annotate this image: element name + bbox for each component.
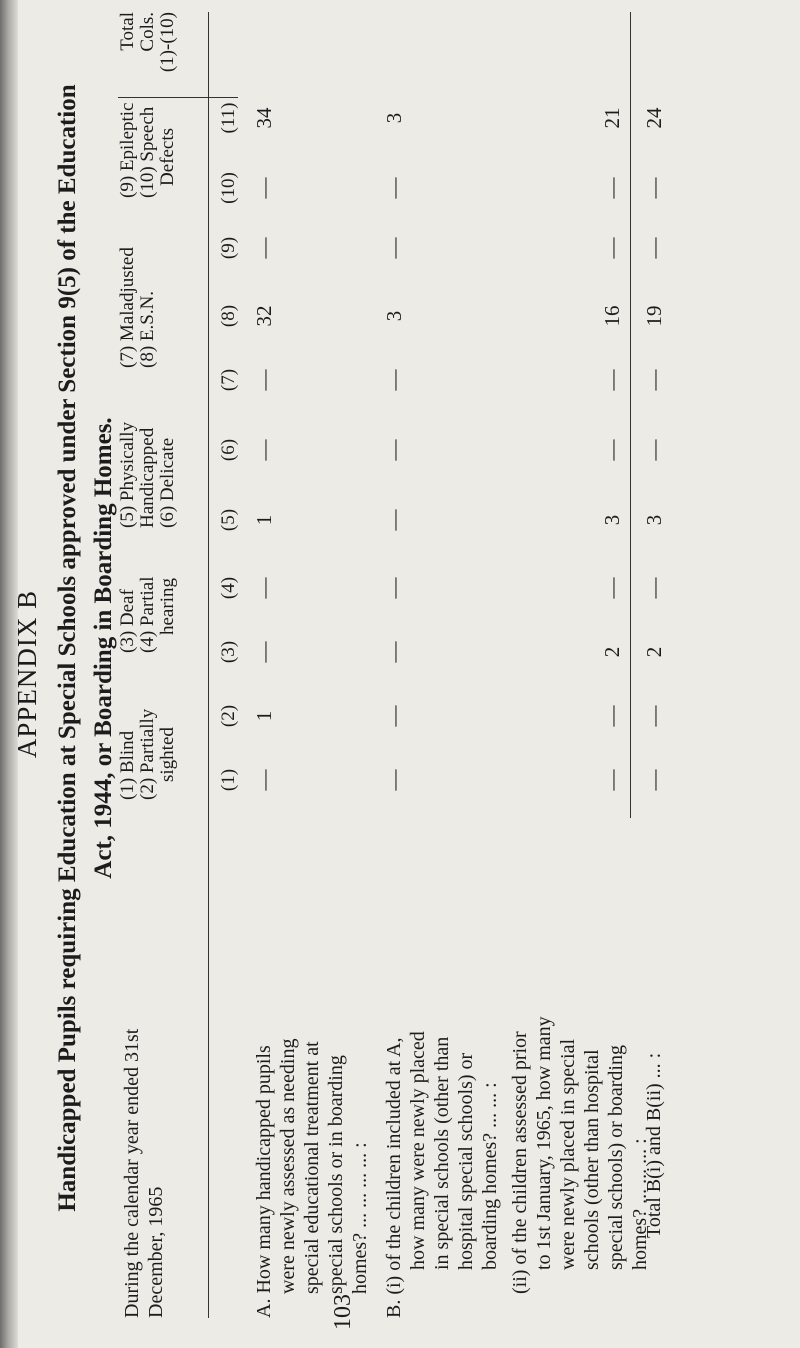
row-b-ii-cell: — xyxy=(600,177,624,199)
row-a-cell: — xyxy=(252,577,276,599)
row-label-line: A. How many handicapped pupils xyxy=(253,1045,275,1318)
row-total-cell: — xyxy=(642,439,666,461)
row-total-cell: — xyxy=(642,177,666,199)
row-b-i-cell: — xyxy=(382,509,406,531)
row-b-i-cell: 3 xyxy=(382,310,406,322)
row-label-line: special educational treatment at xyxy=(301,1041,323,1294)
row-total-cell: 19 xyxy=(642,305,666,327)
header-rule xyxy=(208,12,209,1318)
col-number: (11) xyxy=(218,102,239,134)
row-b-ii-cell: — xyxy=(600,705,624,727)
col-number: (7) xyxy=(218,368,239,392)
row-label-line: special schools or in boarding xyxy=(325,1055,347,1294)
row-b-ii-label xyxy=(508,848,652,1318)
row-b-i-cell: — xyxy=(382,705,406,727)
row-total-cell: — xyxy=(642,769,666,791)
row-label-line: homes? ... ... ... : xyxy=(629,1138,651,1270)
col-group-line: (6) Delicate xyxy=(157,437,178,528)
row-b-ii-cell: 2 xyxy=(600,646,624,658)
appendix-title: APPENDIX B xyxy=(12,589,42,759)
col-group-5 xyxy=(118,103,178,199)
heading-line-1: Handicapped Pupils requiring Education at Special Schools approved under Section 9(5) of the Education xyxy=(54,84,81,1212)
col-group-line: (7) Maladjusted xyxy=(117,247,138,368)
row-b-ii-cell: 3 xyxy=(600,514,624,526)
row-b-i-cell: — xyxy=(382,177,406,199)
row-b-i-cell: — xyxy=(382,237,406,259)
row-b-i-label xyxy=(382,848,502,1318)
col-group-1 xyxy=(118,709,178,800)
col-group-line: (2) Partially xyxy=(137,708,158,800)
col-group-line: Defects xyxy=(157,127,178,186)
row-label-line: special schools) or boarding xyxy=(605,1045,627,1270)
page-number: 103 xyxy=(330,1294,356,1330)
stub-header xyxy=(120,958,168,1318)
row-b-i-cell: — xyxy=(382,369,406,391)
heading-line-2: Act, 1944, or Boarding in Boarding Homes. xyxy=(90,417,117,879)
col-number: (10) xyxy=(218,172,239,204)
row-b-ii-cell: — xyxy=(600,769,624,791)
col-group-line: (5) Physically xyxy=(117,421,138,528)
col-group-line: (1) Blind xyxy=(117,730,138,800)
row-b-i-cell: 3 xyxy=(382,112,406,124)
row-a-cell: 1 xyxy=(252,710,276,722)
row-a-cell: — xyxy=(252,237,276,259)
row-label-line: how many were newly placed xyxy=(407,1031,429,1270)
row-label-line: were newly placed in special xyxy=(557,1038,579,1270)
col-group-line: (4) Partial xyxy=(137,576,158,653)
row-label-line: in special schools (other than xyxy=(431,1036,453,1270)
row-a-cell: — xyxy=(252,369,276,391)
col-number: (8) xyxy=(218,304,239,328)
col-group-line: (10) Speech xyxy=(137,106,158,198)
col-group-2 xyxy=(118,576,178,653)
col-group-line: Cols. xyxy=(137,12,158,52)
row-a-cell: — xyxy=(252,769,276,791)
row-b-ii-cell: — xyxy=(600,439,624,461)
row-b-ii-cell: 21 xyxy=(600,107,624,129)
col-group-line: (8) E.S.N. xyxy=(137,290,158,368)
row-total-cell: — xyxy=(642,237,666,259)
row-b-ii-cell: — xyxy=(600,237,624,259)
row-b-ii-cell: 16 xyxy=(600,305,624,327)
row-label-line: were newly assessed as needing xyxy=(277,1038,299,1294)
col-group-line: Total xyxy=(117,12,138,51)
col-group-total xyxy=(118,12,178,86)
row-a-label xyxy=(252,848,372,1318)
row-label-line: homes? ... ... ... ... : xyxy=(349,1142,371,1294)
row-label-line: (ii) of the children assessed prior xyxy=(509,1031,531,1294)
col-group-4 xyxy=(118,247,158,368)
col-number: (9) xyxy=(218,236,239,260)
row-b-i-cell: — xyxy=(382,577,406,599)
row-total-cell: 24 xyxy=(642,107,666,129)
row-b-ii-cell: — xyxy=(600,577,624,599)
col-number: (6) xyxy=(218,438,239,462)
row-label-line: schools (other than hospital xyxy=(581,1049,603,1270)
row-a-cell: — xyxy=(252,177,276,199)
row-a-cell: — xyxy=(252,641,276,663)
row-a-cell: — xyxy=(252,439,276,461)
col-group-3 xyxy=(118,422,178,528)
row-b-i-cell: — xyxy=(382,439,406,461)
row-total-cell: 2 xyxy=(642,646,666,658)
row-a-cell: 1 xyxy=(252,514,276,526)
row-label-line: B. (i) of the children included at A, xyxy=(383,1037,405,1318)
col-group-line: (9) Epileptic xyxy=(117,102,138,198)
col-group-line: sighted xyxy=(157,727,178,782)
row-total-cell: 3 xyxy=(642,514,666,526)
row-total-cell: — xyxy=(642,577,666,599)
row-total-cell: — xyxy=(642,705,666,727)
col-group-line: hearing xyxy=(157,578,178,635)
row-total-cell: — xyxy=(642,369,666,391)
row-label-line: to 1st January, 1965, how many xyxy=(533,1016,555,1270)
col-number: (4) xyxy=(218,576,239,600)
row-a-cell: 34 xyxy=(252,107,276,129)
row-b-ii-cell: — xyxy=(600,369,624,391)
row-label-line: boarding homes? ... ... : xyxy=(479,1082,501,1270)
col-number: (1) xyxy=(218,768,239,792)
col-number: (3) xyxy=(218,640,239,664)
row-b-i-cell: — xyxy=(382,769,406,791)
row-b-i-cell: — xyxy=(382,641,406,663)
stub-header-text: During the calendar year ended 31st December, 1965 xyxy=(121,1028,167,1318)
row-label-line: hospital special schools) or xyxy=(455,1052,477,1270)
col-number: (2) xyxy=(218,704,239,728)
col-group-line: Handicapped xyxy=(137,427,158,528)
row-a-cell: 32 xyxy=(252,305,276,327)
table-heading xyxy=(50,8,122,1288)
col-group-line: (1)-(10) xyxy=(157,12,178,73)
col-number: (5) xyxy=(218,508,239,532)
row-label-line: Total B(i) and B(ii) ... : xyxy=(643,1052,665,1238)
row-total-label xyxy=(642,838,666,1238)
col-group-line: (3) Deaf xyxy=(117,589,138,653)
total-rule xyxy=(630,12,631,818)
